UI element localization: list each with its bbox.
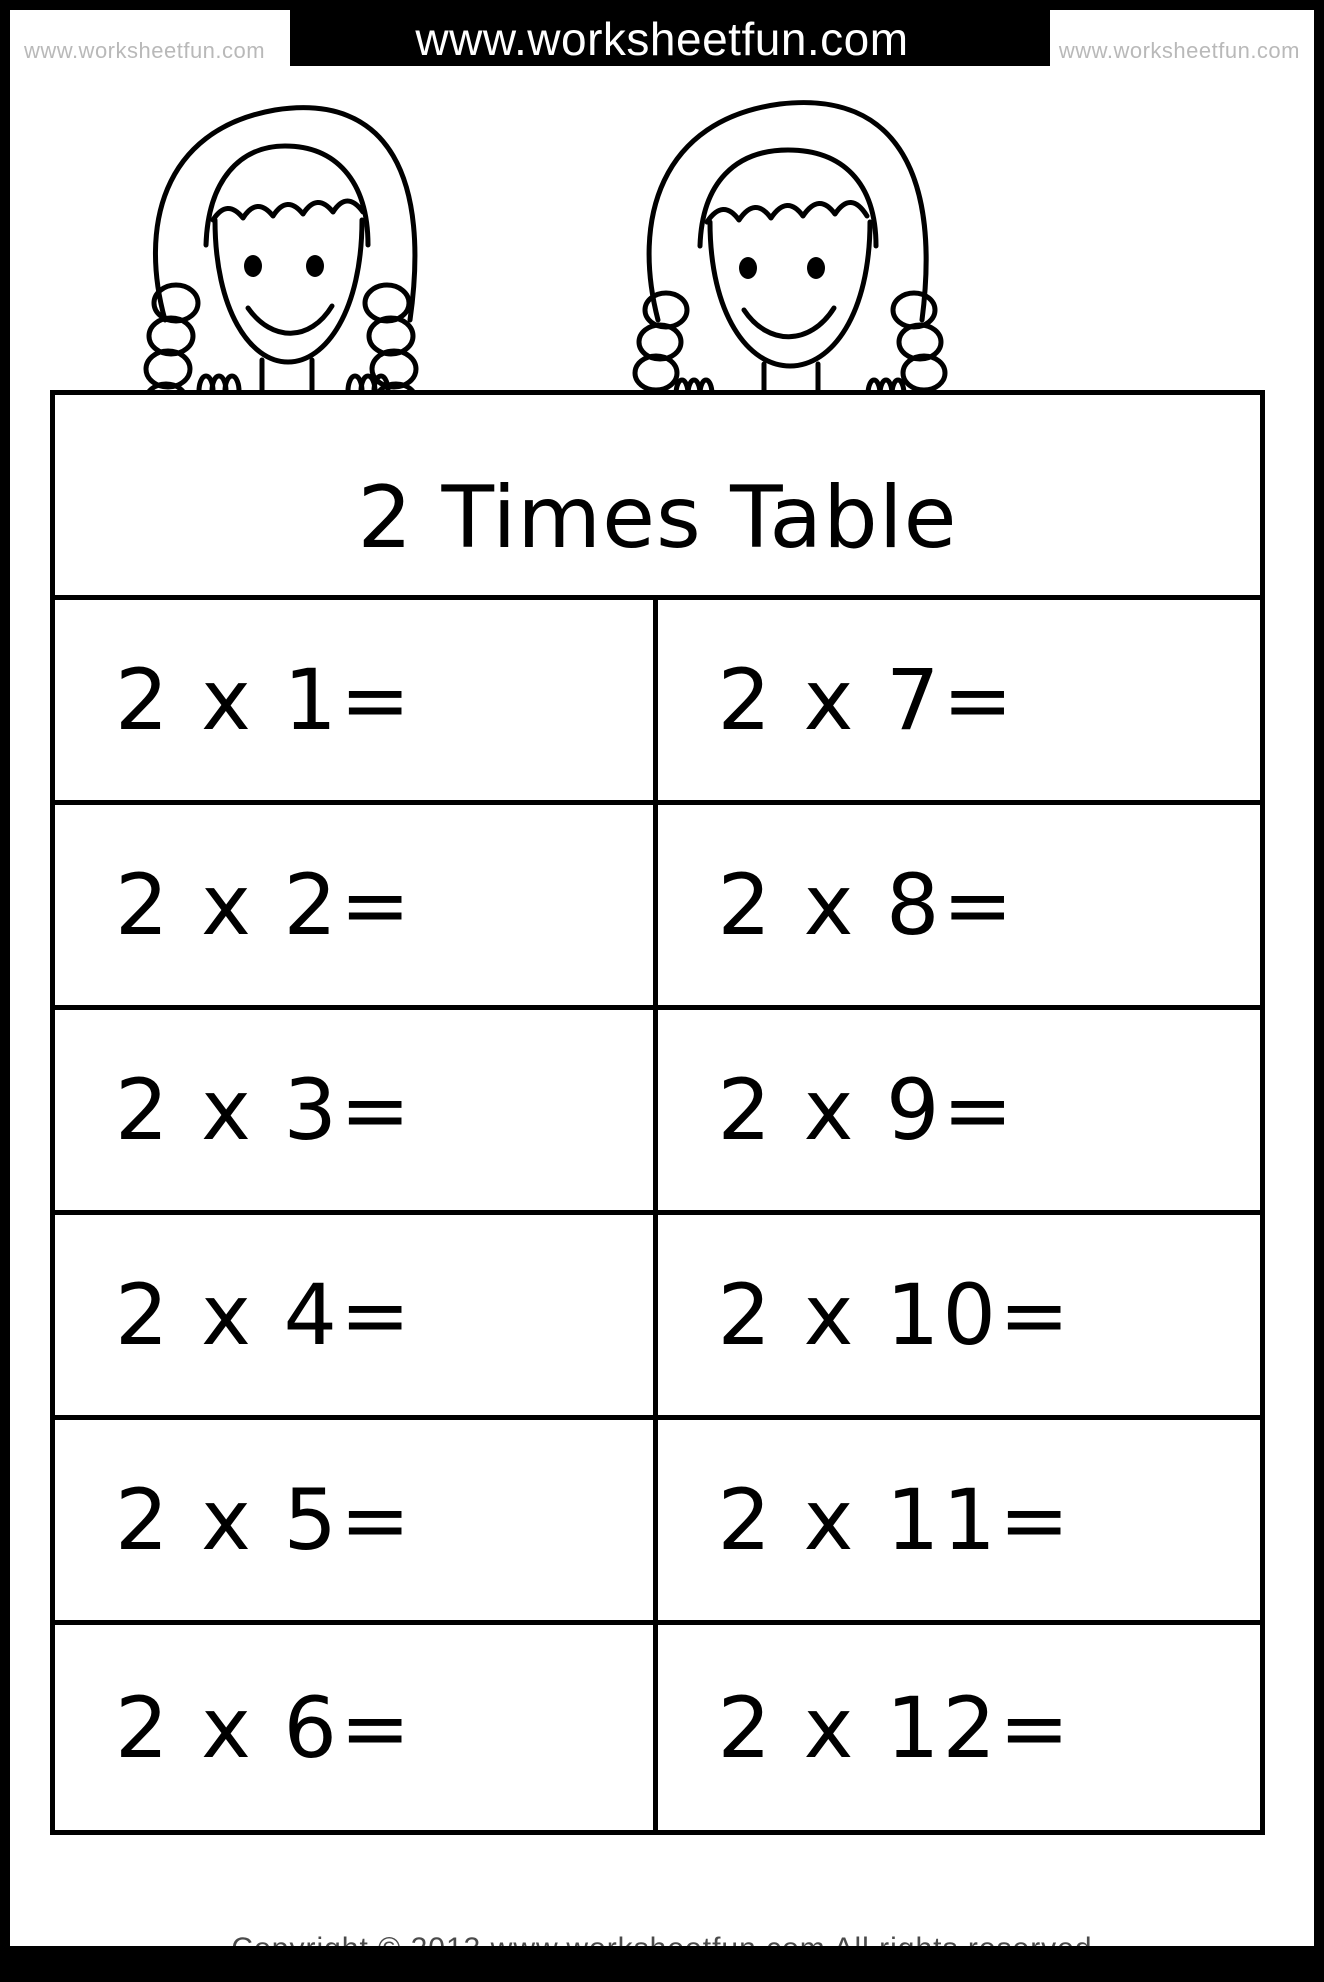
table-cell[interactable] xyxy=(55,600,658,800)
table-row xyxy=(55,1215,1260,1420)
equation: 2 x 1= xyxy=(115,651,414,749)
table-cell[interactable] xyxy=(55,805,658,1005)
table-cell[interactable] xyxy=(658,1010,1261,1210)
table-cell[interactable] xyxy=(55,1010,658,1210)
table-row xyxy=(55,600,1260,805)
times-table xyxy=(50,390,1265,1835)
footer-band xyxy=(10,1946,1314,1972)
table-row xyxy=(55,1420,1260,1625)
equation: 2 x 2= xyxy=(115,856,414,954)
watermark-top-left: www.worksheetfun.com xyxy=(24,38,266,63)
table-cell[interactable] xyxy=(55,1625,658,1830)
table-cell[interactable] xyxy=(658,805,1261,1005)
table-row xyxy=(55,1625,1260,1830)
equation: 2 x 9= xyxy=(717,1061,1016,1159)
table-cell[interactable] xyxy=(658,1420,1261,1620)
table-row xyxy=(55,1010,1260,1215)
equation: 2 x 8= xyxy=(717,856,1016,954)
equation: 2 x 10= xyxy=(717,1266,1073,1364)
equation: 2 x 11= xyxy=(717,1471,1073,1569)
worksheet-page xyxy=(10,10,1314,1972)
equation: 2 x 5= xyxy=(115,1471,414,1569)
watermark-top-center: www.worksheetfun.com xyxy=(415,13,909,65)
table-cell[interactable] xyxy=(55,1420,658,1620)
equation: 2 x 6= xyxy=(115,1678,414,1777)
kids-illustration xyxy=(10,70,1314,400)
equation: 2 x 3= xyxy=(115,1061,414,1159)
watermark-top-right: www.worksheetfun.com xyxy=(1058,38,1300,63)
table-cell[interactable] xyxy=(55,1215,658,1415)
table-title-row xyxy=(55,395,1260,600)
table-row xyxy=(55,805,1260,1010)
page-title: 2 Times Table xyxy=(357,468,958,568)
equation: 2 x 7= xyxy=(717,651,1016,749)
table-cell[interactable] xyxy=(658,600,1261,800)
equation: 2 x 4= xyxy=(115,1266,414,1364)
table-cell[interactable] xyxy=(658,1215,1261,1415)
table-cell[interactable] xyxy=(658,1625,1261,1830)
equation: 2 x 12= xyxy=(717,1678,1073,1777)
